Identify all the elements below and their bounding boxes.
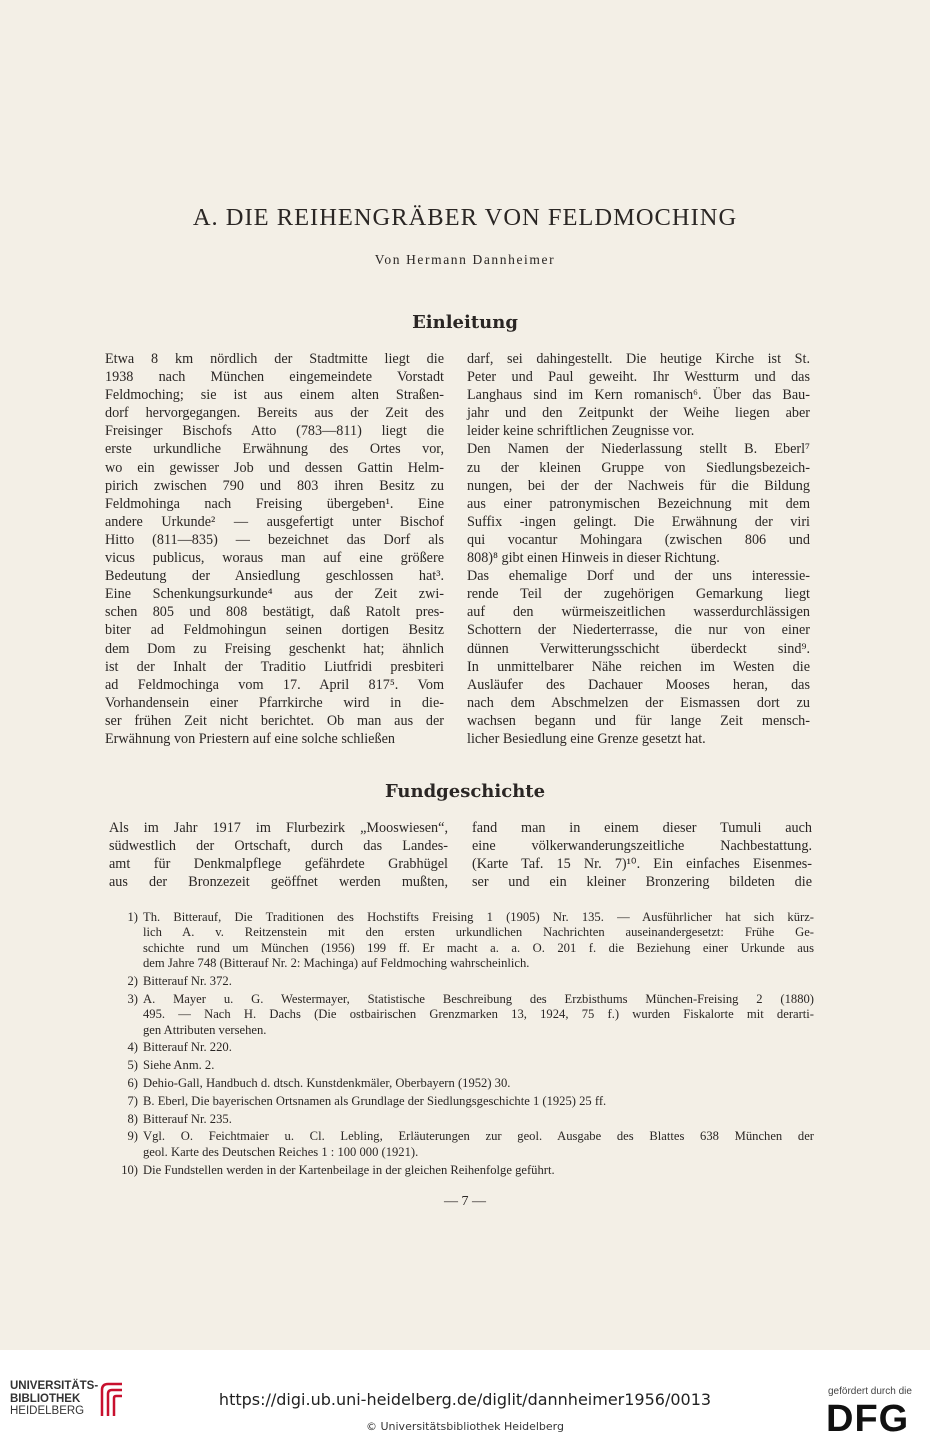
page-title: A. DIE REIHENGRÄBER VON FELDMOCHING	[192, 204, 738, 231]
footnote-number: 4)	[127, 1040, 138, 1055]
text-line: Suffix -ingen gelingt. Die Erwähnung der viri	[467, 513, 810, 530]
text-line: ser und ein kleiner Bronzering bildeten die	[472, 874, 812, 891]
section-heading-fundgeschichte: Fundgeschichte	[384, 781, 546, 802]
footnote-text	[143, 1058, 814, 1073]
footnote-line: B. Eberl, Die bayerischen Ortsnamen als Grundlage der Siedlungsgeschichte 1 (1925) 25 ff.	[143, 1093, 607, 1108]
text-line: 1938 nach München eingemeindete Vorstadt	[105, 369, 444, 386]
funding-label: gefördert durch die	[828, 1386, 912, 1397]
einleitung-column-right	[467, 350, 810, 748]
footnote-line: gen Attributen versehen.	[143, 1022, 267, 1037]
footnote-line: A. Mayer u. G. Westermayer, Statistische Beschreibung des Erzbisthums München-Freising 2 (1880)	[143, 991, 814, 1006]
text-line: pirich zwischen 790 und 803 ihren Besitz zu	[105, 477, 444, 494]
text-line: Etwa 8 km nördlich der Stadtmitte liegt die	[105, 351, 444, 367]
footnote	[112, 910, 814, 972]
text-line: schen 805 und 808 bestätigt, daß Ratolt pres-	[105, 604, 444, 621]
text-line: Freisinger Bischofs Atto (783—811) liegt die	[105, 423, 444, 440]
copyright-notice: © Universitätsbibliothek Heidelberg	[365, 1420, 564, 1433]
text-line: aus der Bronzezeit geöffnet werden mußten,	[109, 874, 448, 891]
footnote-text	[143, 910, 814, 972]
footnote	[112, 1163, 814, 1178]
text-line: dünnen Verwitterungsschicht überdeckt sind⁹.	[467, 640, 810, 657]
footnote-line: Th. Bitterauf, Die Traditionen des Hochstifts Freising 1 (1905) Nr. 135. — Ausführlicher hat sich kürz-	[143, 910, 814, 924]
text-line: Eine Schenkungsurkunde⁴ aus der Zeit zwi-	[105, 586, 444, 603]
footnote	[112, 1058, 814, 1073]
text-line: Bedeutung der Ansiedlung geschlossen hat³.	[105, 568, 444, 585]
footnote-line: lich A. v. Reitzenstein mit den ersten urkundlichen Nachrichten auseinandergesetzt: Frühe Ge-	[143, 925, 814, 940]
footnote-line: Siehe Anm. 2.	[143, 1058, 215, 1073]
footnote-number: 10)	[121, 1162, 138, 1177]
fundgeschichte-column-right	[472, 819, 812, 891]
text-line: 808)⁸ gibt einen Hinweis in dieser Richtung.	[467, 550, 720, 567]
einleitung-column-left	[105, 350, 444, 748]
author-line: Von Hermann Dannheimer	[374, 252, 556, 267]
footnote	[112, 1076, 814, 1091]
text-line: eine völkerwanderungszeitliche Nachbestattung.	[472, 838, 812, 855]
library-name-line1: UNIVERSITÄTS-	[10, 1380, 99, 1392]
library-name-line3: HEIDELBERG	[10, 1405, 85, 1417]
text-line: Feldmohinga nach Freising übergeben¹. Eine	[105, 495, 444, 512]
text-line: amt für Denkmalpflege gefährdete Grabhügel	[109, 856, 448, 873]
footnote-number: 3)	[127, 991, 138, 1006]
text-line: andere Urkunde² — ausgefertigt unter Bischof	[105, 513, 444, 530]
text-line: Schottern der Niederterrasse, die nur von einer	[467, 622, 810, 639]
footnote-text	[143, 1040, 814, 1055]
text-line: südwestlich der Ortschaft, durch das Landes-	[109, 838, 448, 855]
footnote-line: Die Fundstellen werden in der Kartenbeilage in der gleichen Reihenfolge geführt.	[143, 1162, 555, 1177]
text-line: biter ad Feldmohingun seinen dortigen Besitz	[105, 622, 444, 639]
footnote-line: Bitterauf Nr. 372.	[143, 974, 232, 989]
text-line: nach dem Abschmelzen der Eismassen dort zu	[467, 694, 810, 711]
footnote-line: Vgl. O. Feichtmaier u. Cl. Lebling, Erläuterungen zur geol. Ausgabe des Blattes 638 München der	[143, 1129, 814, 1144]
footnote-number: 5)	[127, 1058, 138, 1073]
text-line: jahr und den Zeitpunkt der Weihe liegen aber	[467, 405, 810, 422]
text-line: nungen, bei der der Nachweis für die Bildung	[467, 477, 810, 494]
text-line: Langhaus sind im Kern romanisch⁶. Über das Bau-	[467, 387, 810, 404]
text-line: Das ehemalige Dorf und der uns interessie-	[467, 568, 810, 585]
footnote-number: 1)	[127, 910, 138, 924]
text-line: fand man in einem dieser Tumuli auch	[472, 820, 812, 836]
footnote-text	[143, 1076, 814, 1091]
text-line: Vorhandensein einer Pfarrkirche wird in die-	[105, 694, 444, 711]
footnote	[112, 974, 814, 989]
text-line: licher Besiedlung eine Grenze gesetzt hat.	[467, 730, 706, 747]
footnote-number: 9)	[127, 1129, 138, 1144]
footnote-line: geol. Karte des Deutschen Reiches 1 : 100 000 (1921).	[143, 1144, 419, 1159]
text-line: Ausläufer des Dachauer Mooses heran, das	[467, 676, 810, 693]
footnote-line: Bitterauf Nr. 235.	[143, 1111, 232, 1126]
footnote-text	[143, 1112, 814, 1127]
text-line: qui vocantur Mohingara (zwischen 806 und	[467, 531, 810, 548]
footnote-line: Dehio-Gall, Handbuch d. dtsch. Kunstdenkmäler, Oberbayern (1952) 30.	[143, 1076, 511, 1091]
text-line: In unmittelbarer Nähe reichen im Westen die	[467, 658, 810, 675]
footnote-text	[143, 1163, 814, 1178]
footnote-number: 2)	[127, 974, 138, 989]
text-line: darf, sei dahingestellt. Die heutige Kirche ist St.	[467, 351, 810, 367]
permalink-url[interactable]: https://digi.ub.uni-heidelberg.de/diglit/dannheimer1956/0013	[218, 1390, 712, 1409]
text-line: vicus publicus, woraus man auf eine größere	[105, 550, 444, 567]
text-line: Feldmoching; sie ist aus einem alten Straßen-	[105, 387, 444, 404]
footnote	[112, 1129, 814, 1160]
footnote-number: 6)	[127, 1076, 138, 1091]
footnote	[112, 1112, 814, 1127]
footnote-line: Bitterauf Nr. 220.	[143, 1040, 232, 1055]
fundgeschichte-column-left	[109, 819, 448, 891]
text-line: ist der Inhalt der Traditio Liutfridi presbiteri	[105, 658, 444, 675]
dfg-logo[interactable]: DFG	[826, 1398, 910, 1440]
text-line: dorf hervorgegangen. Bereits aus der Zeit des	[105, 405, 444, 422]
text-line: leider keine schriftlichen Zeugnisse vor.	[467, 423, 695, 440]
text-line: auf den würmeiszeitlichen wasserdurchlässigen	[467, 604, 810, 621]
footnote-text	[143, 1129, 814, 1160]
footnote-text	[143, 974, 814, 989]
footnote-line: dem Jahre 748 (Bitterauf Nr. 2: Machinga) auf Feldmoching wahrscheinlich.	[143, 956, 530, 971]
footnote-text	[143, 992, 814, 1038]
library-name-line2: BIBLIOTHEK	[10, 1392, 81, 1405]
footnotes	[112, 910, 814, 1180]
section-heading-einleitung: Einleitung	[412, 312, 518, 333]
footnote-text	[143, 1094, 814, 1109]
text-line: ser frühen Zeit nicht berichtet. Ob man aus der	[105, 712, 444, 729]
text-line: Als im Jahr 1917 im Flurbezirk „Mooswiesen“,	[109, 820, 448, 836]
footnote	[112, 1040, 814, 1055]
text-line: zu der kleinen Gruppe von Siedlungsbezeich-	[467, 459, 810, 476]
footnote	[112, 992, 814, 1038]
text-line: dem Dom zu Freising geschenkt hat; ähnlich	[105, 640, 444, 657]
text-line: ad Feldmochinga vom 17. April 817⁵. Vom	[105, 676, 444, 693]
text-line: erste urkundliche Erwähnung des Ortes vor,	[105, 441, 444, 458]
text-line: wo ein gewisser Job und dessen Gattin Helm-	[105, 459, 444, 476]
text-line: Erwähnung von Priestern auf eine solche schließen	[105, 730, 395, 747]
footnote-number: 7)	[127, 1093, 138, 1108]
footer-bar	[0, 1350, 930, 1443]
text-line: Den Namen der Niederlassung stellt B. Eberl⁷	[467, 441, 810, 458]
footnote-line: 495. — Nach H. Dachs (Die ostbairischen Grenzmarken 13, 1924, 75 f.) wurden Fiskalorte mit derarti-	[143, 1007, 814, 1022]
text-line: Hitto (811—835) — bezeichnet das Dorf als	[105, 531, 444, 548]
footnote-line: schichte rund um München (1956) 199 ff. Er macht a. a. O. 201 f. die Beziehung einer Urkunde aus	[143, 940, 814, 955]
text-line: wachsen begann und für lange Zeit mensch-	[467, 712, 810, 729]
text-line: aus einer patronymischen Bezeichnung mit dem	[467, 495, 810, 512]
text-line: Peter und Paul geweiht. Ihr Westturm und das	[467, 369, 810, 386]
footnote	[112, 1094, 814, 1109]
footnote-number: 8)	[127, 1111, 138, 1126]
text-line: (Karte Taf. 15 Nr. 7)¹⁰. Ein einfaches Eisenmes-	[472, 856, 812, 873]
text-line: rende Teil der zugehörigen Gemarkung liegt	[467, 586, 810, 603]
page-number: — 7 —	[444, 1194, 486, 1209]
